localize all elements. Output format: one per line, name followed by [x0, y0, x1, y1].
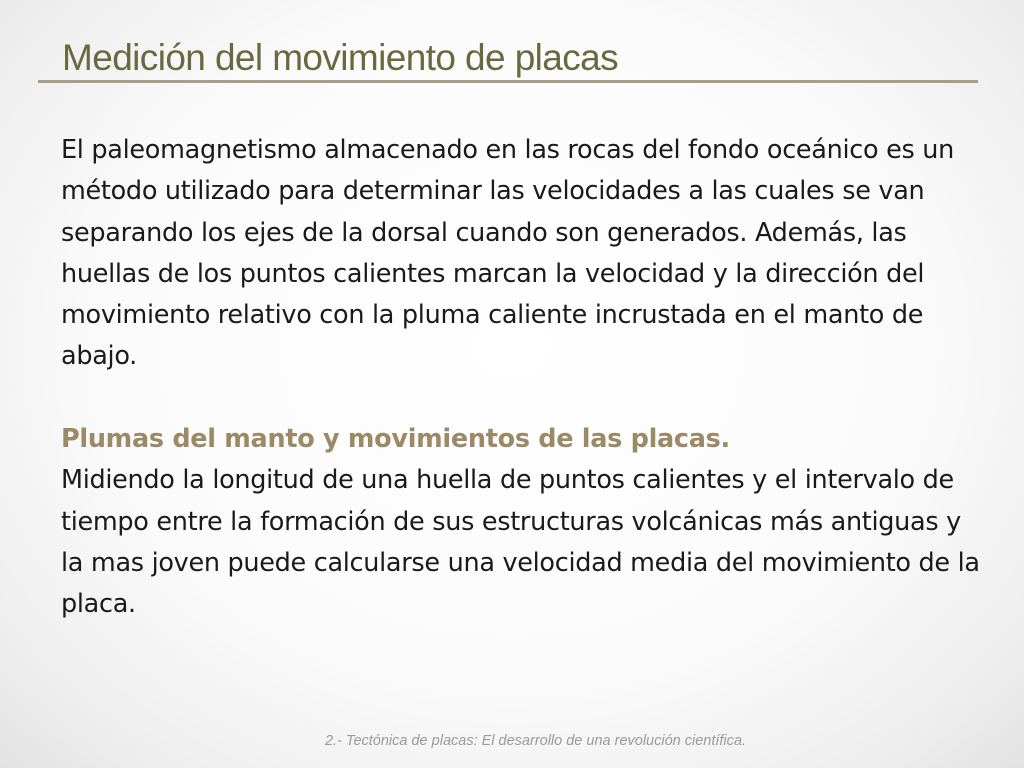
- paragraph-spacer: [61, 378, 981, 419]
- subheading-mantle-plumes: Plumas del manto y movimientos de las placas.: [61, 424, 730, 455]
- slide-footer: 2.- Tectónica de placas: El desarrollo de una revolución científica.: [324, 733, 746, 749]
- paragraph-paleomagnetism: El paleomagnetismo almacenado en las rocas del fondo oceánico es un método utilizado para determinar las velocidades a las cuales se van separando los ejes de la dorsal cuando son generados. Además, las huellas de los puntos calientes marcan la velocidad y la dirección del movimiento relativo con la pluma caliente incrustada en el manto de abajo.: [61, 135, 955, 372]
- slide-body: [61, 130, 981, 626]
- slide-title: Medición del movimiento de placas: [62, 37, 619, 78]
- title-underline: [38, 80, 978, 83]
- paragraph-hotspot-velocity: Midiendo la longitud de una huella de puntos calientes y el intervalo de tiempo entre la formación de sus estructuras volcánicas más antiguas y la mas joven puede calcularse una velocidad media del movimiento de la placa.: [61, 465, 980, 620]
